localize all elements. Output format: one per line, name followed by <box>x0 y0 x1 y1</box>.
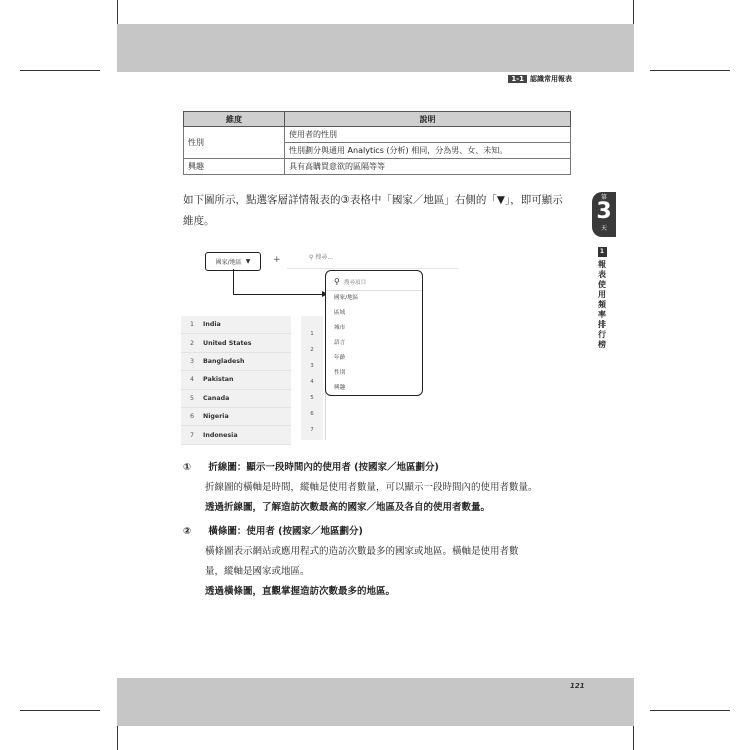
menu-item[interactable]: 城市 <box>334 325 346 331</box>
list-item-summary: 透過折線圖，了解造訪次數最高的國家／地區及各自的使用者數量。 <box>205 502 491 513</box>
definition-table <box>183 111 571 175</box>
menu-item[interactable]: 性別 <box>334 370 346 376</box>
row-index: 3 <box>189 357 194 365</box>
row-index: 6 <box>310 411 314 417</box>
search-icon: ⚲ <box>309 254 314 261</box>
row-country: India <box>203 321 221 329</box>
crop-mark <box>650 710 730 711</box>
chapter-prefix: 第 <box>600 194 607 201</box>
list-marker: ② <box>183 526 192 537</box>
row-index: 4 <box>189 376 194 384</box>
list-item-body: 橫條圖表示網站或應用程式的造訪次數最多的國家或地區。橫軸是使用者數 <box>205 546 519 557</box>
row-index: 3 <box>310 363 314 369</box>
country-table <box>181 316 291 445</box>
row-country: United States <box>203 339 252 347</box>
table-cell-description: 性別劃分與通用 Analytics (分析) 相同，分為男、女、未知。 <box>285 143 571 159</box>
section-title: 認識常用報表 <box>530 75 572 83</box>
callout-arrow <box>233 294 323 295</box>
row-index: 2 <box>310 347 314 353</box>
row-index: 1 <box>310 331 314 337</box>
table-header-dimension: 維度 <box>184 112 285 127</box>
chapter-title-char: 使 <box>598 280 606 289</box>
list-item-title <box>183 522 593 542</box>
row-index: 1 <box>189 321 194 329</box>
table-cell-description: 使用者的性別 <box>285 127 571 143</box>
row-index: 6 <box>189 413 194 421</box>
add-dimension-button[interactable]: + <box>273 255 281 265</box>
row-country: Nigeria <box>203 413 229 421</box>
menu-search-placeholder: 搜尋項目 <box>343 279 367 286</box>
row-country: Indonesia <box>203 431 238 439</box>
table-row[interactable] <box>181 334 291 352</box>
list-item-title <box>183 458 593 478</box>
chapter-title-char: 頻 <box>598 300 606 309</box>
list-title-text: 折線圖：顯示一段時間內的使用者 (按國家／地區劃分) <box>208 462 439 473</box>
row-country: Pakistan <box>203 376 234 384</box>
crop-mark <box>20 70 100 71</box>
menu-item[interactable]: 年齡 <box>334 355 346 361</box>
chapter-number: 3 <box>596 199 612 224</box>
toolbar-divider <box>287 268 459 269</box>
table-row[interactable] <box>181 408 291 426</box>
chapter-title-char: 行 <box>598 330 606 339</box>
search-icon: ⚲ <box>334 277 340 286</box>
table-header-description: 說明 <box>285 112 571 127</box>
row-index: 7 <box>310 427 314 433</box>
callout-arrow <box>233 269 234 295</box>
chapter-title-char: 報 <box>598 260 606 269</box>
header-band <box>117 24 634 72</box>
chapter-title-vertical <box>596 246 608 350</box>
table-row[interactable] <box>181 353 291 371</box>
section-number: 1-1 <box>508 75 527 83</box>
search-hint-text: 搜尋... <box>315 254 334 261</box>
table-row[interactable] <box>181 390 291 408</box>
row-index: 5 <box>310 395 314 401</box>
page-number: 121 <box>570 682 585 690</box>
table-cell-description: 具有高購買意欲的區隔等等 <box>285 159 571 175</box>
chapter-tab <box>592 192 616 237</box>
section-label <box>508 74 572 84</box>
crop-mark <box>20 710 100 711</box>
intro-paragraph <box>183 190 583 232</box>
menu-item[interactable]: 興趣 <box>334 385 346 391</box>
list-item-summary: 透過橫條圖，直觀掌握造訪次數最多的地區。 <box>205 586 396 597</box>
row-index: 4 <box>310 379 314 385</box>
table-row[interactable] <box>181 426 291 444</box>
caret-down-icon: ▼ <box>245 258 251 265</box>
chapter-chip: 1 <box>598 247 607 257</box>
list-item-body: 量，縱軸是國家或地區。 <box>205 566 310 577</box>
crop-mark <box>650 70 730 71</box>
dropdown-label: 國家/地區 <box>215 259 242 266</box>
chapter-title-char: 排 <box>598 320 606 329</box>
chapter-title-char: 率 <box>598 310 606 319</box>
chapter-title-char: 表 <box>598 270 606 279</box>
row-country: Bangladesh <box>203 357 245 365</box>
table-row[interactable] <box>181 371 291 389</box>
list-item-body: 折線圖的橫軸是時間，縱軸是使用者數量，可以顯示一段時間內的使用者數量。 <box>205 482 538 493</box>
footer-band <box>117 678 634 726</box>
table-cell-dimension: 性別 <box>184 127 285 159</box>
table-cell-dimension: 興趣 <box>184 159 285 175</box>
list-title-text: 橫條圖：使用者 (按國家／地區劃分) <box>208 526 363 537</box>
intro-line: 如下圖所示，點選客層詳情報表的③表格中「國家／地區」右側的「▼」，即可顯示 <box>183 194 563 206</box>
row-index: 7 <box>189 431 194 439</box>
row-index: 2 <box>189 339 194 347</box>
chapter-title-char: 榜 <box>598 340 606 349</box>
table-row[interactable] <box>181 316 291 334</box>
menu-item[interactable]: 區域 <box>334 310 346 316</box>
search-hint[interactable] <box>309 252 333 261</box>
row-index: 5 <box>189 394 194 402</box>
explanation-list <box>183 458 593 602</box>
list-marker: ① <box>183 462 192 473</box>
dimension-menu <box>325 270 423 396</box>
chapter-title-char: 用 <box>598 290 606 299</box>
menu-search[interactable] <box>326 271 422 291</box>
row-country: Canada <box>203 394 230 402</box>
menu-item[interactable]: 語言 <box>334 340 346 346</box>
screenshot-figure <box>181 248 461 440</box>
chapter-suffix: 天 <box>600 225 607 232</box>
intro-line: 維度。 <box>183 215 215 227</box>
right-table-index-numbers <box>301 326 323 438</box>
menu-item[interactable]: 國家/地區 <box>334 295 359 301</box>
